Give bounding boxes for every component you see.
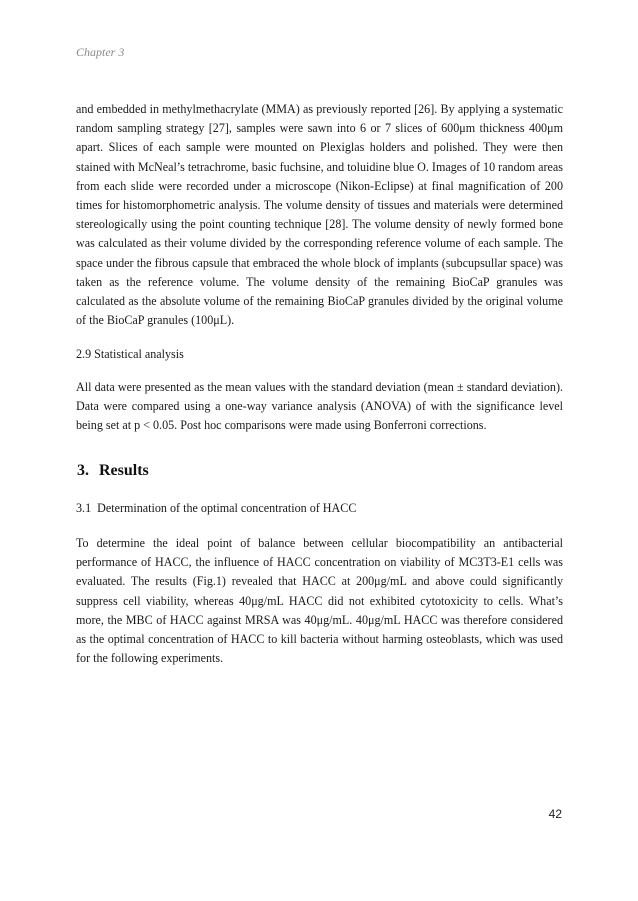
methods-paragraph: and embedded in methylmethacrylate (MMA) as previously reported [26]. By applying a systematic random sampling strategy [27], samples were sawn into 6 or 7 slices of 600μm thickness 400μm apart. Slices of each sample were mounted on Plexiglas holders and polished. They were then stained with McNeal’s tetrachrome, basic fuchsine, and toluidine blue O. Images of 10 random areas from each slide were recorded under a microscope (Nikon-Eclipse) at final magnification of 200 times for histomorphometric analysis. The volume density of tissues and materials were determined stereologically using the point counting technique [28]. The volume density of newly formed bone was calculated as their volume divided by the corresponding reference volume of each sample. The space under the fibrous capsule that embraced the whole block of implants (subcupsullar space) was taken as the reference volume. The volume density of the remaining BioCaP granules was calculated as the absolute volume of the remaining BioCaP granules divided by the original volume of the BioCaP granules (100μL). xyxy=(76,102,563,328)
results-paragraph: To determine the ideal point of balance between cellular biocompatibility an antibacterial performance of HACC, the influence of HACC concentration on viability of MC3T3-E1 cells was evaluated. The results (Fig.1) revealed that HACC at 200μg/mL and above could significantly suppress cell viability, whereas 40μg/mL HACC did not exhibited cytotoxicity to cells. What’s more, the MBC of HACC against MRSA was 40μg/mL. 40μg/mL HACC was therefore considered as the optimal concentration of HACC to kill bacteria without harming osteoblasts, which was used for the following experiments. xyxy=(76,536,563,666)
subsection-heading xyxy=(76,499,563,518)
results-heading xyxy=(77,462,149,480)
page-number: 42 xyxy=(548,807,562,821)
results-section-title: Results xyxy=(99,462,149,479)
results-section-number: 3. xyxy=(77,462,89,479)
subsection-number: 3.1 xyxy=(76,501,92,515)
statistical-analysis-paragraph: All data were presented as the mean values with the standard deviation (mean ± standard deviation). Data were compared using a one-way variance analysis (ANOVA) of with the significance level being set at p < 0.05. Post hoc comparisons were made using Bonferroni corrections. xyxy=(76,380,563,433)
statistical-analysis-heading: 2.9 Statistical analysis xyxy=(76,347,184,361)
running-head: Chapter 3 xyxy=(76,45,125,59)
subsection-title: Determination of the optimal concentration of HACC xyxy=(97,501,357,515)
